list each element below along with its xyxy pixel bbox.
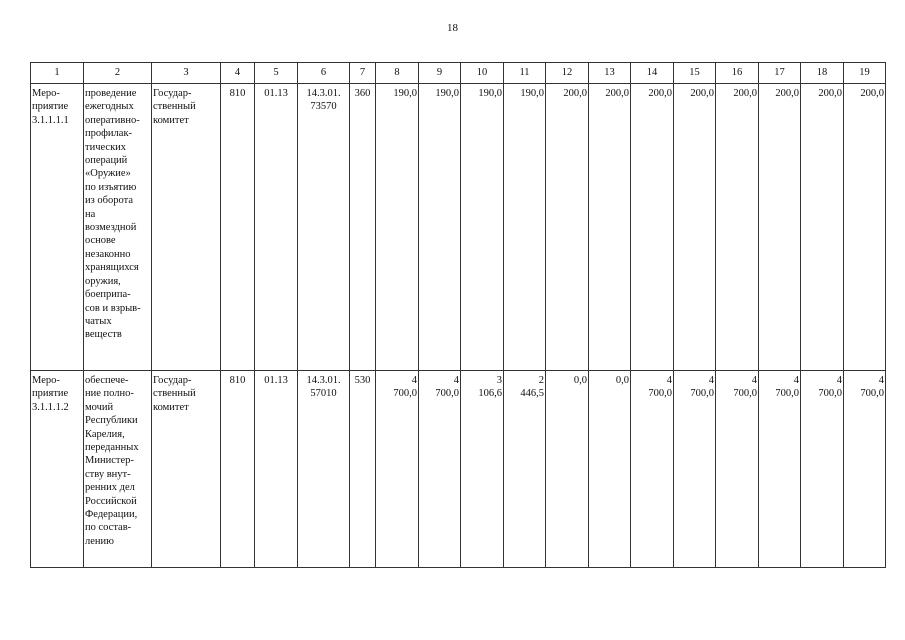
value-cell xyxy=(589,84,631,371)
executor-cell-line: ственный xyxy=(153,101,196,113)
value-cell xyxy=(419,84,461,371)
column-header: 15 xyxy=(674,63,716,84)
value-cell xyxy=(589,371,631,568)
value-cell-line: 4 xyxy=(751,375,757,386)
value-cell-line: 4 xyxy=(411,375,417,386)
value-cell-line: 700,0 xyxy=(435,388,459,400)
value-cell xyxy=(759,84,801,371)
column-header: 5 xyxy=(255,63,298,84)
value-cell xyxy=(844,371,886,568)
description-cell-line: боеприпа- xyxy=(85,289,131,301)
column-header: 18 xyxy=(801,63,844,84)
description-cell-line: сов и взрыв- xyxy=(85,302,141,314)
column-header: 14 xyxy=(631,63,674,84)
value-cell-line: 4 xyxy=(708,375,714,386)
value-cell-line: 0,0 xyxy=(573,375,587,386)
value-cell xyxy=(759,371,801,568)
column-header: 11 xyxy=(504,63,546,84)
description-cell-line: ние полно- xyxy=(85,388,134,400)
value-cell-line: 190,0 xyxy=(435,88,459,99)
description-cell-line: возмездной xyxy=(85,222,137,234)
value-cell-line: 700,0 xyxy=(648,388,672,400)
value-cell-line: 4 xyxy=(666,375,672,386)
value-cell xyxy=(716,84,759,371)
executor-cell-line: Государ- xyxy=(153,88,192,99)
column-header: 12 xyxy=(546,63,589,84)
header-row xyxy=(31,63,886,84)
column-header: 1 xyxy=(31,63,84,84)
section-cell xyxy=(255,84,298,371)
value-cell xyxy=(546,84,589,371)
description-cell-line: Карелия, xyxy=(85,428,125,440)
executor-cell-line: ственный xyxy=(153,388,196,400)
value-cell-line: 700,0 xyxy=(818,388,842,400)
description-cell-line: основе xyxy=(85,235,116,247)
event-cell-line: приятие xyxy=(32,101,69,113)
value-cell xyxy=(504,371,546,568)
event-cell xyxy=(31,84,84,371)
target-article-cell xyxy=(298,371,350,568)
description-cell-line: оперативно- xyxy=(85,114,140,126)
value-cell-line: 4 xyxy=(836,375,842,386)
value-cell-line: 190,0 xyxy=(478,88,502,99)
page-number: 18 xyxy=(447,22,458,34)
value-cell-line: 200,0 xyxy=(818,88,842,99)
value-cell-line: 200,0 xyxy=(733,88,757,99)
expense-type-cell-text: 360 xyxy=(354,88,371,99)
column-header: 3 xyxy=(152,63,221,84)
table-row xyxy=(31,371,886,568)
table-row xyxy=(31,84,886,371)
value-cell xyxy=(844,84,886,371)
column-header: 2 xyxy=(84,63,152,84)
value-cell xyxy=(546,371,589,568)
value-cell-line: 700,0 xyxy=(690,388,714,400)
description-cell-line: операций xyxy=(85,155,128,167)
description-cell-line: мочий xyxy=(85,401,114,413)
value-cell xyxy=(801,84,844,371)
column-header: 4 xyxy=(221,63,255,84)
event-cell-line: 3.1.1.1.2 xyxy=(32,401,69,413)
target-article-cell-line: 57010 xyxy=(310,388,337,400)
code-cell xyxy=(221,84,255,371)
description-cell-line: из оборота xyxy=(85,195,133,207)
value-cell-line: 2 xyxy=(538,375,544,386)
value-cell-line: 200,0 xyxy=(563,88,587,99)
description-cell-line: переданных xyxy=(85,442,139,454)
column-header: 9 xyxy=(419,63,461,84)
code-cell xyxy=(221,371,255,568)
value-cell xyxy=(674,371,716,568)
column-header: 6 xyxy=(298,63,350,84)
executor-cell xyxy=(152,84,221,371)
value-cell-line: 200,0 xyxy=(605,88,629,99)
description-cell-line: профилак- xyxy=(85,128,133,140)
executor-cell-line: комитет xyxy=(153,401,189,413)
description-cell-line: тических xyxy=(85,141,127,153)
column-header: 10 xyxy=(461,63,504,84)
description-cell-line: обеспече- xyxy=(85,375,129,386)
value-cell-line: 106,6 xyxy=(478,388,502,400)
value-cell-line: 200,0 xyxy=(775,88,799,99)
description-cell-line: веществ xyxy=(85,329,122,341)
event-cell-line: Меро- xyxy=(32,375,60,386)
value-cell-line: 700,0 xyxy=(860,388,884,400)
column-header: 19 xyxy=(844,63,886,84)
description-cell-line: Федерации, xyxy=(85,509,138,521)
event-cell xyxy=(31,371,84,568)
value-cell xyxy=(376,371,419,568)
description-cell-line: Министер- xyxy=(85,455,134,467)
value-cell xyxy=(716,371,759,568)
value-cell-line: 3 xyxy=(496,375,502,386)
description-cell-line: на xyxy=(85,208,96,220)
description-cell-line: незаконно xyxy=(85,248,131,260)
expense-type-cell xyxy=(350,84,376,371)
column-header: 8 xyxy=(376,63,419,84)
value-cell-line: 700,0 xyxy=(775,388,799,400)
executor-cell-line: Государ- xyxy=(153,375,192,386)
table-body xyxy=(31,84,886,568)
target-article-cell xyxy=(298,84,350,371)
description-cell xyxy=(84,84,152,371)
expense-type-cell-text: 530 xyxy=(354,375,371,386)
description-cell-line: оружия, xyxy=(85,275,121,287)
code-cell-text: 810 xyxy=(229,88,246,99)
description-cell-line: лению xyxy=(85,535,114,547)
value-cell xyxy=(461,371,504,568)
value-cell xyxy=(631,371,674,568)
description-cell-line: «Оружие» xyxy=(85,168,131,180)
column-header: 13 xyxy=(589,63,631,84)
value-cell-line: 4 xyxy=(878,375,884,386)
description-cell-line: по изъятию xyxy=(85,181,137,193)
column-header: 16 xyxy=(716,63,759,84)
column-header: 7 xyxy=(350,63,376,84)
description-cell-line: Республики xyxy=(85,415,138,427)
section-cell-text: 01.13 xyxy=(264,375,288,386)
event-cell-line: Меро- xyxy=(32,88,60,99)
event-cell-line: 3.1.1.1.1 xyxy=(32,114,69,126)
value-cell-line: 190,0 xyxy=(520,88,544,99)
code-cell-text: 810 xyxy=(229,375,246,386)
value-cell-line: 190,0 xyxy=(393,88,417,99)
expense-type-cell xyxy=(350,371,376,568)
value-cell-line: 700,0 xyxy=(393,388,417,400)
value-cell xyxy=(461,84,504,371)
event-cell-line: приятие xyxy=(32,388,69,400)
section-cell xyxy=(255,371,298,568)
target-article-cell-line: 14.3.01. xyxy=(306,88,341,99)
budget-table xyxy=(30,62,886,568)
value-cell xyxy=(504,84,546,371)
description-cell-line: хранящихся xyxy=(85,262,139,274)
description-cell-line: ренних дел xyxy=(85,482,135,494)
value-cell xyxy=(376,84,419,371)
description-cell xyxy=(84,371,152,568)
value-cell-line: 0,0 xyxy=(615,375,629,386)
target-article-cell-line: 14.3.01. xyxy=(306,375,341,386)
description-cell-line: ежегодных xyxy=(85,101,134,113)
description-cell-line: по состав- xyxy=(85,522,132,534)
description-cell-line: Российской xyxy=(85,495,137,507)
value-cell xyxy=(674,84,716,371)
description-cell-line: ству внут- xyxy=(85,468,131,480)
executor-cell xyxy=(152,371,221,568)
value-cell-line: 700,0 xyxy=(733,388,757,400)
value-cell xyxy=(801,371,844,568)
section-cell-text: 01.13 xyxy=(264,88,288,99)
value-cell xyxy=(419,371,461,568)
executor-cell-line: комитет xyxy=(153,114,189,126)
value-cell-line: 4 xyxy=(793,375,799,386)
value-cell-line: 200,0 xyxy=(648,88,672,99)
value-cell-line: 446,5 xyxy=(520,388,544,400)
value-cell-line: 200,0 xyxy=(860,88,884,99)
value-cell-line: 4 xyxy=(453,375,459,386)
description-cell-line: проведение xyxy=(85,88,137,99)
description-cell-line: чатых xyxy=(85,315,112,327)
value-cell xyxy=(631,84,674,371)
value-cell-line: 200,0 xyxy=(690,88,714,99)
target-article-cell-line: 73570 xyxy=(310,101,337,113)
column-header: 17 xyxy=(759,63,801,84)
